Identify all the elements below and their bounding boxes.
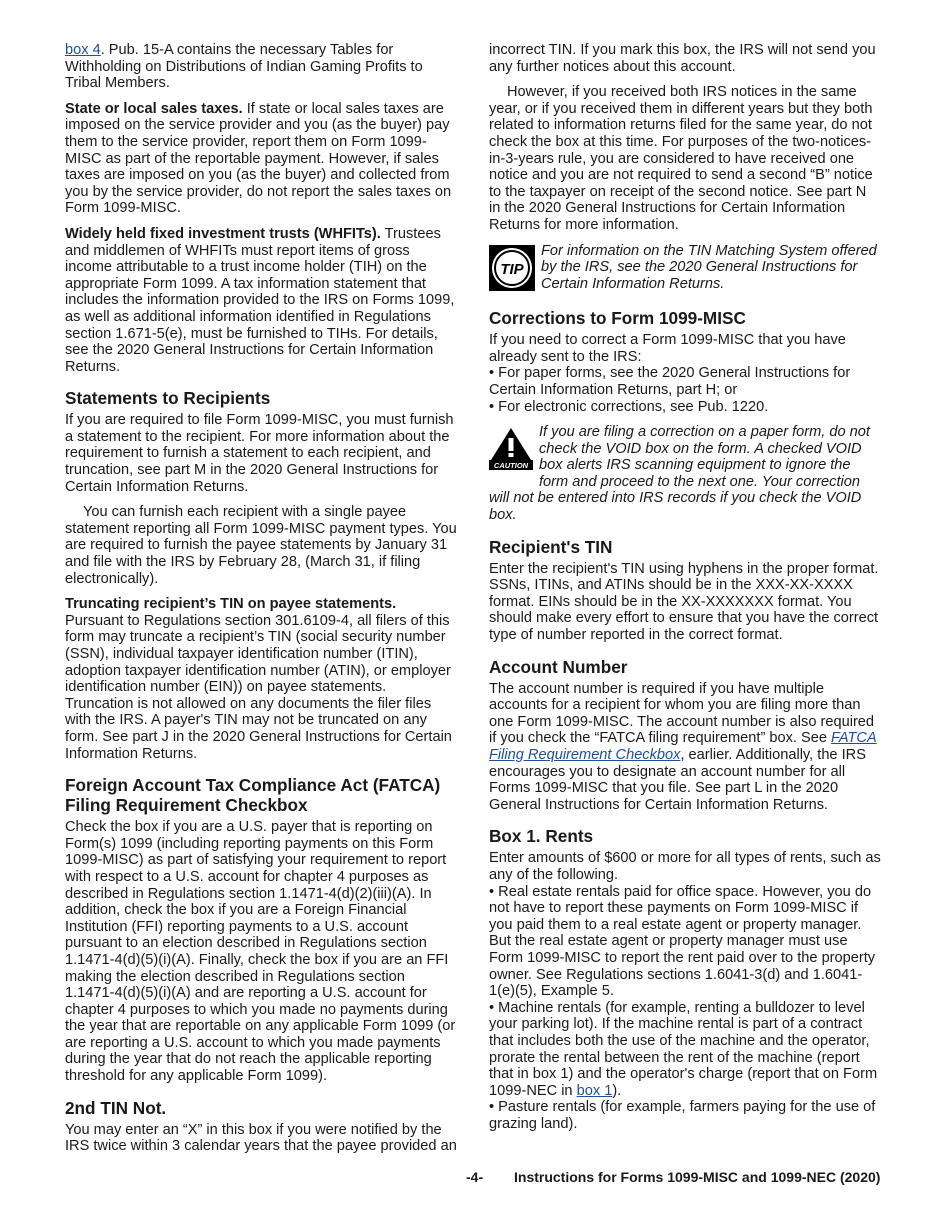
paragraph: If you are required to file Form 1099-MISC, you must furnish a statement to the recipient. For more information about the requirement to furnish a statement to each recipient, and truncation, see part M in the 2020 General Instructions for Certain Information Returns. (65, 412, 454, 495)
lead-heading: Widely held fixed investment trusts (WHFITs). (65, 225, 381, 242)
paragraph: You can furnish each recipient with a single payee statement reporting all Form 1099-MISC payment types. You are required to furnish the payee statements by January 31 and file with the IRS by February 28, (March 31, if filing electronically). (65, 504, 457, 587)
list-item: • Real estate rentals paid for office space. However, you do not have to report these payments on Form 1099-MISC if you paid them to a real estate agent or property manager. But the real estate agent or property manager must use Form 1099-MISC to report the rent paid over to the property owner. See Regulations sections 1.6041-3(d) and 1.6041-1(e)(5), Example 5. (489, 883, 876, 1000)
right-column (489, 42, 881, 1132)
list-item: • Pasture rentals (for example, farmers paying for the use of grazing land). (489, 1099, 876, 1132)
paragraph-truncating: Truncating recipient’s TIN on payee statements. Pursuant to Regulations section 301.6109-4, all filers of this form may truncate a recipient’s TIN (social security number (SSN), individual taxpayer identification number (ITIN), adoption taxpayer identification number (ATIN), or employer identification number (EIN)) on payee statements. Truncation is not allowed on any documents the filer files with the IRS. A payer's TIN may not be truncated on any form. See part J in the 2020 General Instructions for Certain Information Returns. (65, 596, 452, 762)
svg-text:CAUTION: CAUTION (493, 461, 529, 471)
fatca-checkbox-link[interactable]: FATCA Filing Requirement Checkbox (489, 730, 877, 763)
heading-recipients-tin: Recipient's TIN (489, 536, 613, 557)
box-1-link[interactable]: box 1 (576, 1082, 613, 1099)
heading-statements-to-recipients: Statements to Recipients (65, 388, 271, 409)
paragraph: If you need to correct a Form 1099-MISC that you have already sent to the IRS: (489, 332, 846, 365)
page-number: -4- (466, 1169, 484, 1185)
paragraph-whfits: Widely held fixed investment trusts (WHFITs). Trustees and middlemen of WHFITs must report items of gross income attributable to a trust income holder (TIH) on the appropriate Form 1099. A tax information statement that includes the information provided to the IRS on Forms 1099, as well as additional information identified in Regulations section 1.671-5(e), must be furnished to TIHs. For details, see the 2020 General Instructions for Certain Information Returns. (65, 225, 455, 375)
paragraph: Enter amounts of $600 or more for all types of rents, such as any of the following. (489, 850, 881, 883)
list-item: • For paper forms, see the 2020 General Instructions for Certain Information Returns, part H; or (489, 365, 851, 398)
lead-heading: Truncating recipient’s TIN on payee statements. (65, 596, 397, 613)
document-title: Instructions for Forms 1099-MISC and 1099-NEC (2020) (514, 1169, 881, 1185)
heading-box-1-rents: Box 1. Rents (489, 826, 594, 847)
paragraph: Check the box if you are a U.S. payer that is reporting on Form(s) 1099 (including reporting payments on this Form 1099-MISC) as part of satisfying your requirement to report with respect to a U.S. account for chapter 4 purposes as described in Regulations section 1.1471-4(d)(2)(iii)(A). In addition, check the box if you are a Foreign Financial Institution (FFI) reporting payments to a U.S. account pursuant to an election described in Regulations section 1.1471-4(d)(5)(i)(A). Finally, check the box if you are an FFI making the election described in Regulations section 1.1471-4(d)(5)(i)(A) and are reporting a U.S. account for chapter 4 purposes to which you made no payments during the year that are reportable on any applicable Form 1099 (or are reporting a U.S. account to which you made payments during the year that do not reach the applicable reporting threshold for any applicable Form 1099). (65, 819, 456, 1085)
paragraph: box 4. Pub. 15-A contains the necessary Tables for Withholding on Distributions of Indian Gaming Profits to Tribal Members. (65, 42, 423, 92)
svg-text:TIP: TIP (500, 260, 524, 278)
box-4-link[interactable]: box 4 (65, 42, 101, 58)
paragraph: The account number is required if you have multiple accounts for a recipient for whom you are filing more than one Form 1099-MISC. The account number is also required if you check the “FATCA filing requirement” box. See FATCA Filing Requirement Checkbox, earlier. Additionally, the IRS encourages you to designate an account number for all Forms 1099-MISC that you file. See part L in the 2020 General Instructions for Certain Information Returns. (489, 680, 877, 813)
caution-icon (489, 426, 533, 475)
heading-account-number: Account Number (489, 656, 628, 677)
tip-note: TIP For information on the TIN Matching System offered by the IRS, see the 2020 General Instructions for Certain Information Returns. (489, 243, 881, 296)
heading-2nd-tin-not: 2nd TIN Not. (65, 1097, 167, 1118)
left-column (65, 42, 457, 1164)
heading-fatca: Foreign Account Tax Compliance Act (FATCA) Filing Requirement Checkbox (65, 775, 441, 816)
paragraph: Enter the recipient's TIN using hyphens in the proper format. SSNs, ITINs, and ATINs should be in the XXX-XX-XXXX format. EINs should be in the XX-XXXXXXX format. You should make every effort to ensure that you have the correct type of number reported in the correct format. (489, 560, 879, 644)
caution-note: CAUTION If you are filing a correction on a paper form, do not check the VOID box on the form. A checked VOID box alerts IRS scanning equipment to ignore the form and proceed to the next one. Your correction will not be entered into IRS records if you check the VOID box. (489, 424, 870, 524)
list-item: • For electronic corrections, see Pub. 1220. (489, 398, 769, 415)
paragraph: However, if you received both IRS notices in the same year, or if you received them in different years but they both related to information returns filed for the same year, do not check the box at this time. For purposes of the two-notices-in-3-years rule, you are considered to have received one notice and you are not required to send a second “B” notice to the taxpayer on receipt of the second notice. See part N in the 2020 General Instructions for Certain Information Returns for more information. (489, 84, 873, 233)
tip-icon (489, 245, 535, 296)
paragraph-sales-taxes: State or local sales taxes. If state or local sales taxes are imposed on the service provider and you (as the buyer) pay them to the service provider, report them on Form 1099-MISC as part of the reportable payment. However, if sales taxes are imposed on you (as the buyer) and collected from you by the service provider, do not report the sales taxes on Form 1099-MISC. (65, 100, 452, 217)
list-item: • Machine rentals (for example, renting a bulldozer to level your parking lot). If the machine rental is part of a contract that includes both the use of the machine and the operator, prorate the rental between the rent of the machine (report that in box 1) and the operator's charge (report that on Form 1099-NEC in box 1). (489, 999, 878, 1099)
heading-corrections: Corrections to Form 1099-MISC (489, 308, 746, 329)
paragraph: incorrect TIN. If you mark this box, the IRS will not send you any further notices about this account. (489, 42, 876, 75)
paragraph: You may enter an “X” in this box if you were notified by the IRS twice within 3 calendar years that the payee provided an (65, 1121, 457, 1155)
lead-heading: State or local sales taxes. (65, 100, 243, 117)
